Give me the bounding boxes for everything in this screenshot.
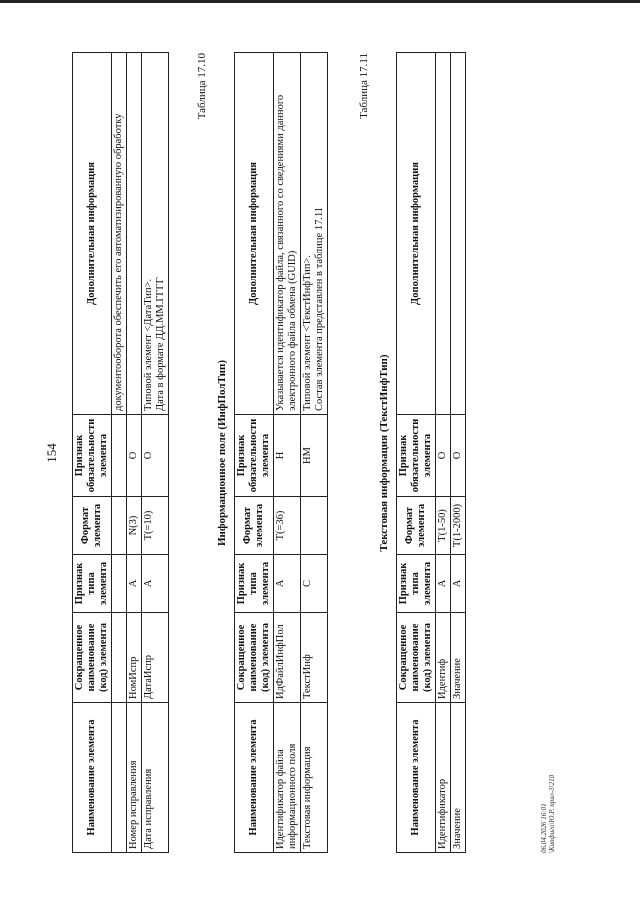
table-cell: НомИспр [127,613,142,703]
table-row [142,53,169,853]
table-text-info [396,52,466,853]
top-border-line [0,0,640,3]
column-header: Сокращенное наименование (код) элемента [235,613,274,703]
column-header: Признак обязательности элемента [73,415,112,497]
table-cell: Указывается идентификатор файла, связанного со сведениями данного электронного файла обмена (GUID) [274,53,301,415]
table-header-row [397,53,436,853]
column-header: Наименование элемента [235,703,274,853]
table-cell: документооборота обеспечить его автоматизированную обработку [112,53,127,415]
column-header: Формат элемента [397,497,436,555]
table-cell: ИдФайлИнфПол [274,613,301,703]
table-cell: Значение [451,613,466,703]
table-cell: Текстовая информация [301,703,328,853]
table-header-row [73,53,112,853]
table-body [436,53,466,853]
stamp-path: \Кипфиго\Ю.Р. прил-3\210 [548,774,556,853]
column-header: Сокращенное наименование (код) элемента [397,613,436,703]
column-header: Признак типа элемента [235,555,274,613]
table-cell: Н [274,415,301,497]
table-cell: А [274,555,301,613]
stamp-date: 06.04.2026 16:01 [540,803,548,853]
column-header: Формат элемента [235,497,274,555]
table-row [112,53,127,853]
table-cell: С [301,555,328,613]
table-cell: ТекстИнф [301,613,328,703]
table-cell: T(=36) [274,497,301,555]
table-cell [301,497,328,555]
table-cell [112,613,127,703]
table-row [436,53,451,853]
table-cell [112,555,127,613]
column-header: Признак типа элемента [397,555,436,613]
column-header: Дополнительная информация [397,53,436,415]
table-cell: А [436,555,451,613]
table-cell: НМ [301,415,328,497]
table-caption-17-11: Таблица 17.11 [358,53,370,119]
column-header: Формат элемента [73,497,112,555]
table-row [127,53,142,853]
column-header: Наименование элемента [397,703,436,853]
print-stamp [540,775,556,853]
page-number: 154 [44,443,59,463]
table-correction [72,52,169,853]
table-row [301,53,328,853]
table-cell: Номер исправления [127,703,142,853]
table-cell: Типовой элемент <ДатаТип>. Дата в формате ДД.ММ.ГГГГ [142,53,169,415]
table-cell [112,497,127,555]
table-cell: О [451,415,466,497]
table-cell: А [142,555,169,613]
column-header: Признак обязательности элемента [235,415,274,497]
table-cell: Дата исправления [142,703,169,853]
table-cell [127,53,142,415]
table-cell: А [451,555,466,613]
table-cell: Идентиф [436,613,451,703]
table-cell: Значение [451,703,466,853]
table-title-textinf: Текстовая информация (ТекстИнфТип) [378,354,390,552]
table-cell [112,703,127,853]
table-cell: О [436,415,451,497]
table-cell: Идентификатор [436,703,451,853]
table-cell [436,53,451,415]
table-cell: О [142,415,169,497]
table-header-row [235,53,274,853]
column-header: Дополнительная информация [73,53,112,415]
table-title-infpol: Информационное поле (ИнфПолТип) [216,360,228,547]
table-body [274,53,328,853]
table-cell: T(1-2000) [451,497,466,555]
column-header: Сокращенное наименование (код) элемента [73,613,112,703]
table-cell [112,415,127,497]
column-header: Признак типа элемента [73,555,112,613]
table-cell: Типовой элемент <ТекстИнфТип>. Состав элемента представлен в таблице 17.11 [301,53,328,415]
column-header: Дополнительная информация [235,53,274,415]
column-header: Наименование элемента [73,703,112,853]
table-cell: ДатаИспр [142,613,169,703]
table-body [112,53,169,853]
table-cell: Идентификатор файла информационного поля [274,703,301,853]
table-cell: А [127,555,142,613]
table-cell [451,53,466,415]
rotated-page-content [40,23,600,883]
table-caption-17-10: Таблица 17.10 [196,53,208,120]
table-cell: T(=10) [142,497,169,555]
table-cell: T(1-50) [436,497,451,555]
table-row [451,53,466,853]
table-cell: N(3) [127,497,142,555]
column-header: Признак обязательности элемента [397,415,436,497]
table-info-field [234,52,328,853]
table-cell: О [127,415,142,497]
table-row [274,53,301,853]
